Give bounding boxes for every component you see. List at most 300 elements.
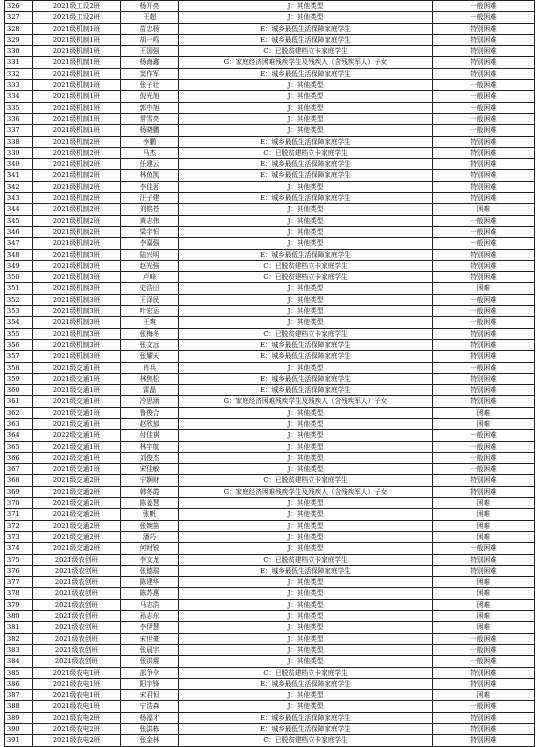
class-name-cell: 2021级机制3班	[33, 317, 121, 328]
aid-category-cell: J：其他类型	[179, 407, 433, 418]
class-name-cell: 2021级农电1班	[33, 701, 121, 712]
table-row	[5, 475, 535, 486]
row-number-cell: 327	[5, 12, 33, 23]
class-name-cell: 2021级农创班	[33, 644, 121, 655]
difficulty-level-cell: 困难	[433, 509, 535, 520]
aid-category-cell: J：其他类型	[179, 588, 433, 599]
student-name-cell: 张德瑞	[121, 565, 179, 576]
difficulty-level-cell: 一般困难	[433, 215, 535, 226]
table-row	[5, 80, 535, 91]
row-number-cell: 347	[5, 238, 33, 249]
class-name-cell: 2021级机制1班	[33, 46, 121, 57]
student-name-cell: 黄志伟	[121, 215, 179, 226]
table-row	[5, 306, 535, 317]
table-row	[5, 339, 535, 350]
aid-category-cell: E：城乡最低生活保障家庭学生	[179, 351, 433, 362]
row-number-cell: 367	[5, 464, 33, 475]
row-number-cell: 359	[5, 373, 33, 384]
table-row	[5, 701, 535, 712]
student-name-cell: 常雪亮	[121, 113, 179, 124]
class-name-cell: 2021级交通2班	[33, 543, 121, 554]
table-row	[5, 373, 535, 384]
row-number-cell: 390	[5, 724, 33, 735]
difficulty-level-cell: 一般困难	[433, 113, 535, 124]
row-number-cell: 378	[5, 588, 33, 599]
row-number-cell: 333	[5, 80, 33, 91]
table-row	[5, 452, 535, 463]
class-name-cell: 2021级交通1班	[33, 441, 121, 452]
table-row	[5, 136, 535, 147]
row-number-cell: 334	[5, 91, 33, 102]
student-name-cell: 肖兵	[121, 362, 179, 373]
difficulty-level-cell: 一般困难	[433, 441, 535, 452]
student-name-cell: 林焦松	[121, 373, 179, 384]
table-row	[5, 554, 535, 565]
student-name-cell: 韩冬霞	[121, 486, 179, 497]
student-name-cell: 陆兴明	[121, 249, 179, 260]
aid-category-cell: J：其他类型	[179, 1, 433, 12]
student-name-cell: 张子壮	[121, 80, 179, 91]
row-number-cell: 385	[5, 667, 33, 678]
difficulty-level-cell: 困难	[433, 407, 535, 418]
row-number-cell: 374	[5, 543, 33, 554]
row-number-cell: 341	[5, 170, 33, 181]
row-number-cell: 329	[5, 34, 33, 45]
difficulty-level-cell: 一般困难	[433, 12, 535, 23]
difficulty-level-cell: 特别困难	[433, 735, 535, 746]
class-name-cell: 2021级交通1班	[33, 464, 121, 475]
student-name-cell: 杨海鑫	[121, 57, 179, 68]
difficulty-level-cell: 特别困难	[433, 678, 535, 689]
aid-category-cell: E：城乡最低生活保障家庭学生	[179, 23, 433, 34]
aid-category-cell: J：其他类型	[179, 125, 433, 136]
table-row	[5, 181, 535, 192]
class-name-cell: 2021级农创班	[33, 554, 121, 565]
class-name-cell: 2021级农电1班	[33, 667, 121, 678]
table-row	[5, 611, 535, 622]
difficulty-level-cell: 特别困难	[433, 159, 535, 170]
row-number-cell: 349	[5, 260, 33, 271]
aid-category-cell: E：城乡最低生活保障家庭学生	[179, 34, 433, 45]
row-number-cell: 339	[5, 147, 33, 158]
student-name-cell: 王爽	[121, 317, 179, 328]
class-name-cell: 2021级机制2班	[33, 136, 121, 147]
class-name-cell: 2021级机制3班	[33, 283, 121, 294]
row-number-cell: 388	[5, 701, 33, 712]
row-number-cell: 326	[5, 1, 33, 12]
table-row	[5, 1, 535, 12]
aid-category-cell: J：其他类型	[179, 577, 433, 588]
table-row	[5, 385, 535, 396]
table-row	[5, 226, 535, 237]
student-name-cell: 张婉笛	[121, 520, 179, 531]
table-row	[5, 193, 535, 204]
class-name-cell: 2021级农创班	[33, 577, 121, 588]
class-name-cell: 2021级农电1班	[33, 690, 121, 701]
class-name-cell: 2021级机制3班	[33, 351, 121, 362]
student-name-cell: 窦作军	[121, 68, 179, 79]
aid-category-cell: J：其他类型	[179, 418, 433, 429]
table-row	[5, 543, 535, 554]
aid-category-cell: J：其他类型	[179, 452, 433, 463]
table-row	[5, 204, 535, 215]
aid-category-cell: J：其他类型	[179, 226, 433, 237]
class-name-cell: 2021级交通2班	[33, 498, 121, 509]
aid-category-cell: J：其他类型	[179, 656, 433, 667]
class-name-cell: 2021级机制2班	[33, 226, 121, 237]
aid-category-cell: J：其他类型	[179, 362, 433, 373]
difficulty-level-cell: 特别困难	[433, 486, 535, 497]
class-name-cell: 2021级农电2班	[33, 724, 121, 735]
difficulty-level-cell: 特别困难	[433, 712, 535, 723]
aid-category-cell: J：其他类型	[179, 441, 433, 452]
table-row	[5, 644, 535, 655]
difficulty-level-cell: 一般困难	[433, 1, 535, 12]
difficulty-level-cell: 一般困难	[433, 452, 535, 463]
difficulty-level-cell: 特别困难	[433, 34, 535, 45]
aid-category-cell: C：已脱贫建档立卡家庭学生	[179, 667, 433, 678]
student-name-cell: 张耀天	[121, 351, 179, 362]
table-row	[5, 46, 535, 57]
student-name-cell: 鲁俊合	[121, 407, 179, 418]
class-name-cell: 2021级机制2班	[33, 204, 121, 215]
table-row	[5, 283, 535, 294]
student-name-cell: 卢峰	[121, 272, 179, 283]
row-number-cell: 342	[5, 181, 33, 192]
table-row	[5, 622, 535, 633]
row-number-cell: 368	[5, 475, 33, 486]
student-name-cell: 潘巧	[121, 531, 179, 542]
table-row	[5, 667, 535, 678]
difficulty-level-cell: 特别困难	[433, 396, 535, 407]
row-number-cell: 366	[5, 452, 33, 463]
class-name-cell: 2021级机制1班	[33, 113, 121, 124]
aid-category-cell: C：已脱贫建档立卡家庭学生	[179, 735, 433, 746]
aid-category-cell: E：城乡最低生活保障家庭学生	[179, 159, 433, 170]
row-number-cell: 337	[5, 125, 33, 136]
aid-category-cell: E：城乡最低生活保障家庭学生	[179, 678, 433, 689]
aid-category-cell: J：其他类型	[179, 113, 433, 124]
student-name-cell: 李鹏	[121, 136, 179, 147]
difficulty-level-cell: 特别困难	[433, 554, 535, 565]
student-name-cell: 李佳茗	[121, 181, 179, 192]
table-row	[5, 34, 535, 45]
row-number-cell: 350	[5, 272, 33, 283]
class-name-cell: 2021级农创班	[33, 656, 121, 667]
table-row	[5, 317, 535, 328]
table-row	[5, 724, 535, 735]
difficulty-level-cell: 一般困难	[433, 102, 535, 113]
table-row	[5, 91, 535, 102]
student-name-cell: 陈苏惠	[121, 588, 179, 599]
class-name-cell: 2021级机制3班	[33, 260, 121, 271]
aid-category-cell: E：城乡最低生活保障家庭学生	[179, 385, 433, 396]
class-name-cell: 2021级农电2班	[33, 712, 121, 723]
class-name-cell: 2021级农电2班	[33, 735, 121, 746]
table-row	[5, 520, 535, 531]
difficulty-level-cell: 特别困难	[433, 170, 535, 181]
table-row	[5, 328, 535, 339]
table-row	[5, 102, 535, 113]
aid-category-cell: J：其他类型	[179, 430, 433, 441]
row-number-cell: 344	[5, 204, 33, 215]
row-number-cell: 352	[5, 294, 33, 305]
aid-category-cell: E：城乡最低生活保障家庭学生	[179, 724, 433, 735]
row-number-cell: 358	[5, 362, 33, 373]
table-row	[5, 249, 535, 260]
table-row	[5, 125, 535, 136]
class-name-cell: 2021级机制3班	[33, 306, 121, 317]
table-row	[5, 486, 535, 497]
difficulty-level-cell: 特别困难	[433, 249, 535, 260]
difficulty-level-cell: 一般困难	[433, 701, 535, 712]
table-row	[5, 396, 535, 407]
aid-category-cell: E：城乡最低生活保障家庭学生	[179, 339, 433, 350]
difficulty-level-cell: 一般困难	[433, 644, 535, 655]
aid-category-cell: E：城乡最低生活保障家庭学生	[179, 193, 433, 204]
row-number-cell: 354	[5, 317, 33, 328]
aid-category-cell: J：其他类型	[179, 204, 433, 215]
row-number-cell: 380	[5, 611, 33, 622]
table-row	[5, 159, 535, 170]
difficulty-level-cell: 一般困难	[433, 430, 535, 441]
difficulty-level-cell: 困难	[433, 204, 535, 215]
aid-category-cell: J：其他类型	[179, 215, 433, 226]
row-number-cell: 373	[5, 531, 33, 542]
difficulty-level-cell: 特别困难	[433, 193, 535, 204]
class-name-cell: 2021级交通2班	[33, 531, 121, 542]
difficulty-level-cell: 一般困难	[433, 317, 535, 328]
row-number-cell: 384	[5, 656, 33, 667]
aid-category-cell: E：城乡最低生活保障家庭学生	[179, 373, 433, 384]
difficulty-level-cell: 特别困难	[433, 23, 535, 34]
class-name-cell: 2021级机制3班	[33, 294, 121, 305]
table-row	[5, 577, 535, 588]
row-number-cell: 343	[5, 193, 33, 204]
student-aid-table	[4, 0, 535, 747]
student-name-cell: 陈姜慧	[121, 498, 179, 509]
aid-category-cell: E：城乡最低生活保障家庭学生	[179, 136, 433, 147]
aid-category-cell: C：已脱贫建档立卡家庭学生	[179, 147, 433, 158]
class-name-cell: 2021级机制3班	[33, 249, 121, 260]
row-number-cell: 335	[5, 102, 33, 113]
table-row	[5, 418, 535, 429]
table-row	[5, 509, 535, 520]
table-row	[5, 430, 535, 441]
row-number-cell: 328	[5, 23, 33, 34]
row-number-cell: 379	[5, 599, 33, 610]
row-number-cell: 389	[5, 712, 33, 723]
difficulty-level-cell: 一般困难	[433, 633, 535, 644]
aid-category-cell: C：已脱贫建档立卡家庭学生	[179, 475, 433, 486]
row-number-cell: 370	[5, 498, 33, 509]
table-row	[5, 441, 535, 452]
class-name-cell: 2021级机制1班	[33, 57, 121, 68]
class-name-cell: 2021级机制3班	[33, 328, 121, 339]
table-row	[5, 272, 535, 283]
row-number-cell: 351	[5, 283, 33, 294]
row-number-cell: 336	[5, 113, 33, 124]
aid-category-cell: J：其他类型	[179, 498, 433, 509]
class-name-cell: 2021级机制1班	[33, 23, 121, 34]
aid-category-cell: E：城乡最低生活保障家庭学生	[179, 712, 433, 723]
row-number-cell: 364	[5, 430, 33, 441]
student-name-cell: 张帆	[121, 509, 179, 520]
row-number-cell: 363	[5, 418, 33, 429]
table-row	[5, 362, 535, 373]
difficulty-level-cell: 特别困难	[433, 68, 535, 79]
difficulty-level-cell: 特别困难	[433, 475, 535, 486]
difficulty-level-cell: 特别困难	[433, 385, 535, 396]
student-name-cell: 任建云	[121, 159, 179, 170]
difficulty-level-cell: 特别困难	[433, 351, 535, 362]
table-row	[5, 690, 535, 701]
class-name-cell: 2021级机制2班	[33, 170, 121, 181]
student-name-cell: 李嘉强	[121, 238, 179, 249]
row-number-cell: 360	[5, 385, 33, 396]
difficulty-level-cell: 困难	[433, 599, 535, 610]
aid-category-cell: J：其他类型	[179, 80, 433, 91]
class-name-cell: 2021级机制3班	[33, 339, 121, 350]
student-name-cell: 张文远	[121, 339, 179, 350]
student-name-cell: 马志浩	[121, 599, 179, 610]
difficulty-level-cell: 特别困难	[433, 57, 535, 68]
class-name-cell: 2021级交通1班	[33, 452, 121, 463]
student-name-cell: 王超	[121, 12, 179, 23]
aid-category-cell: E：城乡最低生活保障家庭学生	[179, 170, 433, 181]
difficulty-level-cell: 一般困难	[433, 294, 535, 305]
student-name-cell: 马杰	[121, 147, 179, 158]
difficulty-level-cell: 特别困难	[433, 339, 535, 350]
row-number-cell: 383	[5, 644, 33, 655]
class-name-cell: 2021级机制1班	[33, 102, 121, 113]
aid-category-cell: J：其他类型	[179, 464, 433, 475]
student-name-cell: 梁宇恒	[121, 226, 179, 237]
student-name-cell: 张洪震	[121, 656, 179, 667]
row-number-cell: 340	[5, 159, 33, 170]
class-name-cell: 2021级交通1班	[33, 385, 121, 396]
table-row	[5, 23, 535, 34]
student-name-cell: 林鱼凯	[121, 170, 179, 181]
class-name-cell: 2021级农创班	[33, 622, 121, 633]
difficulty-level-cell: 一般困难	[433, 80, 535, 91]
table-row	[5, 113, 535, 124]
class-name-cell: 2021级机制1班	[33, 91, 121, 102]
class-name-cell: 2021级交通1班	[33, 362, 121, 373]
aid-category-cell: J：其他类型	[179, 690, 433, 701]
aid-category-cell: J：其他类型	[179, 283, 433, 294]
difficulty-level-cell: 一般困难	[433, 362, 535, 373]
class-name-cell: 2021级机制2班	[33, 147, 121, 158]
table-row	[5, 633, 535, 644]
difficulty-level-cell: 一般困难	[433, 543, 535, 554]
student-name-cell: 宋世豪	[121, 633, 179, 644]
table-row	[5, 12, 535, 23]
difficulty-level-cell: 特别困难	[433, 373, 535, 384]
difficulty-level-cell: 困难	[433, 418, 535, 429]
class-name-cell: 2021级工设2班	[33, 1, 121, 12]
row-number-cell: 332	[5, 68, 33, 79]
class-name-cell: 2021级农创班	[33, 565, 121, 576]
student-name-cell: 何财锐	[121, 543, 179, 554]
aid-category-cell: E：城乡最低生活保障家庭学生	[179, 249, 433, 260]
aid-category-cell: J：其他类型	[179, 633, 433, 644]
aid-category-cell: J：其他类型	[179, 294, 433, 305]
class-name-cell: 2021级机制2班	[33, 159, 121, 170]
row-number-cell: 382	[5, 633, 33, 644]
student-name-cell: 冷思涵	[121, 396, 179, 407]
student-name-cell: 郭中旭	[121, 102, 179, 113]
student-name-cell: 苗忠杨	[121, 23, 179, 34]
student-name-cell: 刘俊杰	[121, 452, 179, 463]
difficulty-level-cell: 困难	[433, 498, 535, 509]
student-name-cell: 雷磊	[121, 385, 179, 396]
aid-category-cell: J：其他类型	[179, 509, 433, 520]
class-name-cell: 2021级机制1班	[33, 68, 121, 79]
row-number-cell: 375	[5, 554, 33, 565]
class-name-cell: 2021级工设2班	[33, 12, 121, 23]
class-name-cell: 2021级农创班	[33, 588, 121, 599]
table-row	[5, 57, 535, 68]
difficulty-level-cell: 困难	[433, 520, 535, 531]
student-name-cell: 杨福才	[121, 712, 179, 723]
table-row	[5, 215, 535, 226]
aid-category-cell: J：其他类型	[179, 102, 433, 113]
class-name-cell: 2021级机制1班	[33, 125, 121, 136]
student-name-cell: 邵争伞	[121, 667, 179, 678]
aid-category-cell: E：城乡最低生活保障家庭学生	[179, 565, 433, 576]
difficulty-level-cell: 一般困难	[433, 91, 535, 102]
aid-category-cell: J：其他类型	[179, 543, 433, 554]
student-name-cell: 付佳祺	[121, 430, 179, 441]
aid-category-cell: E：城乡最低生活保障家庭学生	[179, 68, 433, 79]
difficulty-level-cell: 困难	[433, 611, 535, 622]
row-number-cell: 386	[5, 678, 33, 689]
aid-category-cell: J：其他类型	[179, 622, 433, 633]
table-row	[5, 588, 535, 599]
row-number-cell: 362	[5, 407, 33, 418]
student-name-cell: 刘铭苍	[121, 204, 179, 215]
aid-category-cell: C：已脱贫建档立卡家庭学生	[179, 46, 433, 57]
class-name-cell: 2021级农电1班	[33, 678, 121, 689]
difficulty-level-cell: 一般困难	[433, 125, 535, 136]
difficulty-level-cell: 特别困难	[433, 147, 535, 158]
student-name-cell: 张洪栋	[121, 724, 179, 735]
student-name-cell: 杨开亮	[121, 1, 179, 12]
aid-category-cell: C：已脱贫建档立卡家庭学生	[179, 260, 433, 271]
aid-category-cell: J：其他类型	[179, 238, 433, 249]
row-number-cell: 357	[5, 351, 33, 362]
student-name-cell: 胡一鸣	[121, 34, 179, 45]
aid-category-cell: J：其他类型	[179, 599, 433, 610]
table-row	[5, 170, 535, 181]
class-name-cell: 2021级交通2班	[33, 509, 121, 520]
difficulty-level-cell: 困难	[433, 283, 535, 294]
student-name-cell: 叶宏运	[121, 306, 179, 317]
class-name-cell: 2021级交通1班	[33, 407, 121, 418]
table-row	[5, 260, 535, 271]
row-number-cell: 387	[5, 690, 33, 701]
table-row	[5, 68, 535, 79]
aid-category-cell: J：其他类型	[179, 12, 433, 23]
table-row	[5, 678, 535, 689]
aid-category-cell: C：已脱贫建档立卡家庭学生	[179, 554, 433, 565]
table-row	[5, 147, 535, 158]
student-name-cell: 张梅冬	[121, 328, 179, 339]
row-number-cell: 348	[5, 249, 33, 260]
difficulty-level-cell: 一般困难	[433, 656, 535, 667]
class-name-cell: 2021级交通2班	[33, 520, 121, 531]
